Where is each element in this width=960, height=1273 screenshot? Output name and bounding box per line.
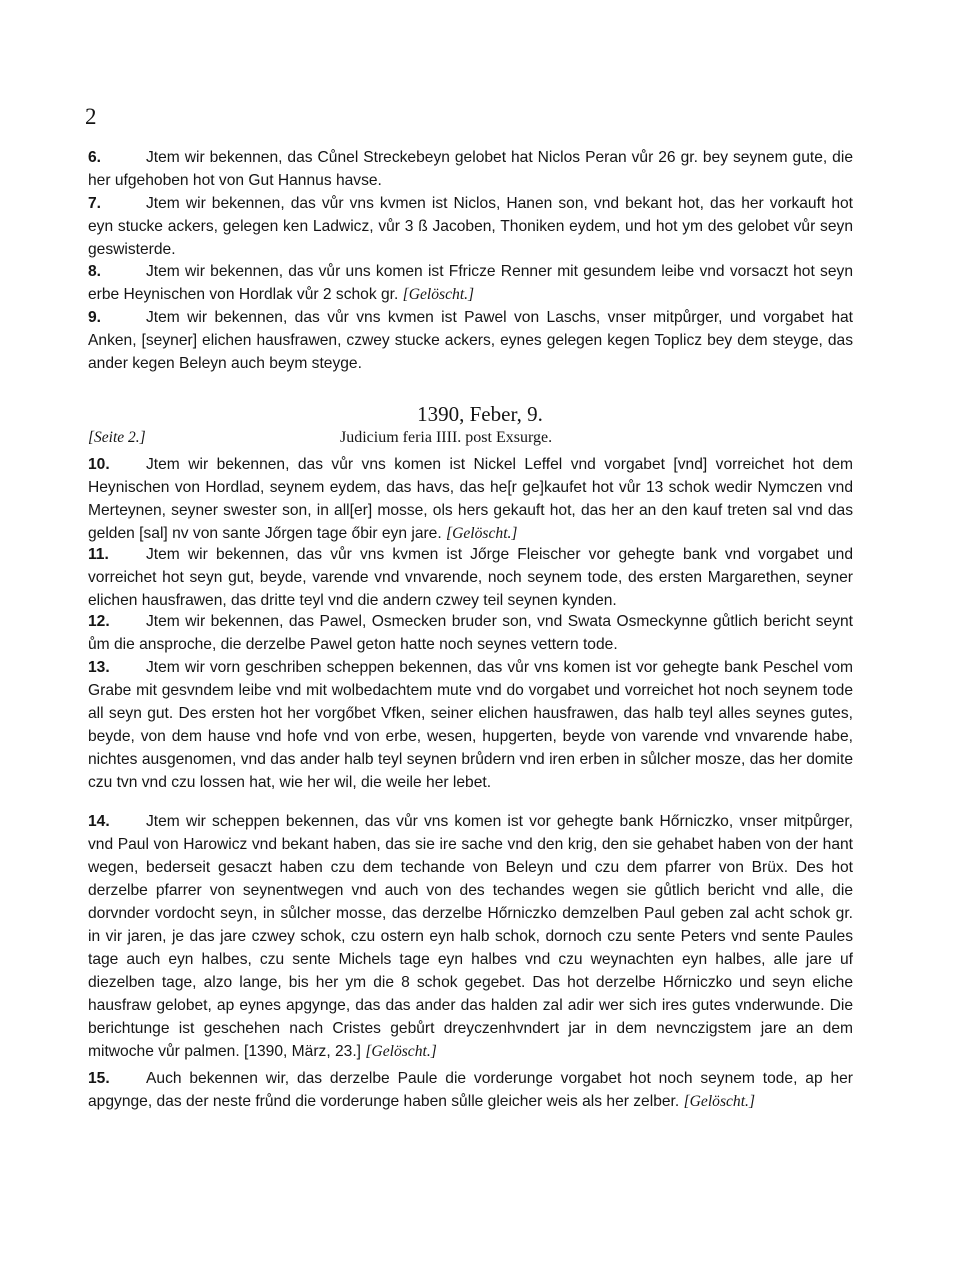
entry-text: Jtem wir vorn geschriben scheppen bekennen, das vůr vns komen ist vor gehegte bank Peschel vom Grabe mit gesvndem leibe vnd mit wolbedachtem mute vnd do vorgabet und vorreichet hot noch seynem tode all seyn gut. Des ersten hot her vorgőbet Vfken, seiner elichen hausfrawen, das halb teyl alles seynes gutes, beyde, von dem hause vnd hofe vnd von erbe, wesen, hupgerten, beyde von varende vnd vnvarende habe, nichtes ausgenomen, vnd das ander halb teyl seynen brůdern vnd iren erben in sůlcher mosze, das her domite czu tvn vnd czu lossen hat, wie her wil, die weile her lebet. — [88, 659, 853, 791]
entry-number: 12. — [88, 613, 110, 630]
entry-number: 13. — [88, 659, 110, 676]
entry-text: Jtem wir bekennen, das Pawel, Osmecken bruder son, vnd Swata Osmeckynne gůtlich bericht seynt ům die ansproche, die derzelbe Pawel geton hatte noch seynes vettern tode. — [88, 613, 853, 653]
entry-text: Jtem wir scheppen bekennen, das vůr vns komen ist vor gehegte bank Hőrniczko, vnser mitpůrger, vnd Paul von Harowicz vnd bekant haben, das sie ire sache vnd den krig, den sie gehabet haben von der hant wegen, bederseit gesaczt haben czu dem techande von Beleyn und czu dem pfarrer von Brüx. Des hot derzelbe pfarrer von seynentwegen vnd auch von des techandes wegen sie gůtlich bericht vnd alle, die dorvnder vordocht seyn, in sůlcher mosse, das derzelbe Hőrniczko demzelben Paul geben zal acht schok gr. in vir jaren, je das jare czwey schok, czu ostern eyn halb schok, dornoch czu sente Peters vnd sente Paules tage auch eyn halbes, czu sente Michels tage eyn halbes vnd czu weynachten eyn halbes, alle jare uf diezelben tage, alzo lange, bis her ym die 8 schok gegebet. Das hot derzelbe Hőrniczko und seyn eliche hausfraw gelobet, ap eynes apgynge, das das ander das halden zal adir wer sich ires gutes vnderwunde. Die berichtunge ist geschehen nach Cristes gebůrt dreyczenhvndert jar in dem nevnczigstem jare an dem mitwoche vůr palmen. [1390, März, 23.] — [88, 813, 853, 1060]
entry-number: 11. — [88, 546, 109, 563]
deletion-note: [Gelöscht.] — [365, 1043, 437, 1060]
entry-text: Jtem wir bekennen, das vůr uns komen ist Ffricze Renner mit gesundem leibe vnd vorsaczt hot seyn erbe Heynischen von Hordlak vůr 2 schok gr. — [88, 263, 853, 303]
entry-8 — [88, 260, 853, 306]
entry-7 — [88, 192, 853, 261]
entry-text: Jtem wir bekennen, das vůr vns kvmen ist Pawel von Laschs, vnser mitpůrger, und vorgabet hat Anken, [seyner] elichen hausfrawen, czwey stucke ackers, eynes gelegen kegen Toplicz bey dem steyge, das ander kegen Beleyn auch beym steyge. — [88, 309, 853, 372]
entry-text: Jtem wir bekennen, das vůr vns kvmen ist Jőrge Fleischer vor gehegte bank vnd vorgabet und vorreichet hot seyn gut, beyde, varende vnd vnvarende, noch seynem tode, des ersten Margarethen, seyner elichen hausfrawen, das dritte teyl vnd die andern czwey teil seynen kynden. — [88, 546, 853, 609]
entry-12 — [88, 610, 853, 656]
page-reference: [Seite 2.] — [88, 429, 146, 446]
entry-number: 7. — [88, 195, 102, 212]
entry-6 — [88, 146, 853, 192]
entry-number: 14. — [88, 813, 110, 830]
entry-11 — [88, 543, 853, 612]
entry-14 — [88, 810, 853, 1063]
date-heading: 1390, Feber, 9. — [417, 402, 543, 426]
entry-number: 10. — [88, 456, 110, 473]
entry-number: 8. — [88, 263, 102, 280]
entry-text: Jtem wir bekennen, das vůr vns komen ist Nickel Leffel vnd vorgabet [vnd] vorreichet hot dem Heynischen von Hordlad, seynem eydem, das havs, das he[r ge]kaufet hot vůr 13 schok wedir Nymczen vnd Merteynen, seyner swester son, in all[er] mosse, ols hers gekauft hot, das her an den kauf treten sal vnd das gelden [sal] nv von sante Jőrgen tage őbir eyn jare. — [88, 456, 853, 542]
entry-9 — [88, 306, 853, 375]
deletion-note: [Gelöscht.] — [446, 525, 518, 542]
entry-10 — [88, 453, 853, 545]
page-number: 2 — [85, 104, 97, 129]
entry-15 — [88, 1067, 853, 1113]
entry-text: Jtem wir bekennen, das vůr vns kvmen ist Niclos, Hanen son, vnd bekant hot, das her vorkauft hot eyn stucke ackers, gelegen ken Ladwicz, vůr 3 ß Jacoben, Thoniken eydem, und hot ym des gelobet vůr seyn geswisterde. — [88, 195, 853, 258]
entry-number: 15. — [88, 1070, 110, 1087]
court-session-heading: Judicium feria IIII. post Exsurge. — [340, 429, 553, 446]
entry-text: Auch bekennen wir, das derzelbe Paule die vorderunge vorgabet hot noch seynem tode, ap her apgynge, das der neste frůnd die vorderunge haben sůlle gleicher weis als her zelber. — [88, 1070, 853, 1110]
deletion-note: [Gelöscht.] — [402, 286, 475, 303]
deletion-note: [Gelöscht.] — [683, 1093, 756, 1110]
entry-number: 9. — [88, 309, 102, 326]
entry-number: 6. — [88, 149, 102, 166]
entry-text: Jtem wir bekennen, das Cůnel Streckebeyn gelobet hat Niclos Peran vůr 26 gr. bey seynem gute, die her ufgehoben hot von Gut Hannus havse. — [88, 149, 853, 189]
entry-13 — [88, 656, 853, 794]
